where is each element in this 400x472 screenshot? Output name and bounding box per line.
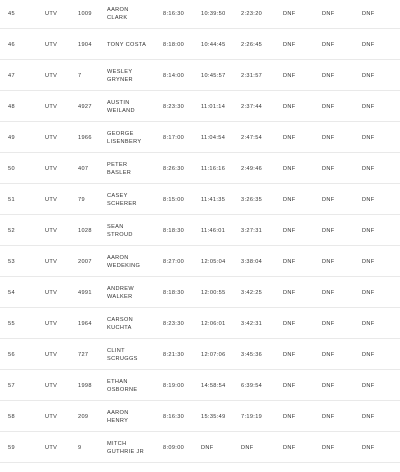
elapsed-time-cell: 2:26:45 <box>241 42 263 48</box>
position-cell: 47 <box>8 73 15 79</box>
class-cell: UTV <box>45 352 58 358</box>
driver-first-name: AUSTIN <box>107 100 130 106</box>
driver-first-name: CASEY <box>107 193 128 199</box>
elapsed-time-cell: 2:49:46 <box>241 166 263 172</box>
lap1-status-cell: DNF <box>283 166 296 172</box>
lap1-status-cell: DNF <box>283 73 296 79</box>
driver-last-name: SCRUGGS <box>107 356 138 362</box>
lap1-status-cell: DNF <box>283 42 296 48</box>
position-cell: 54 <box>8 290 15 296</box>
position-cell: 52 <box>8 228 15 234</box>
finish-time-cell: 11:46:01 <box>201 228 226 234</box>
finish-time-cell: 11:41:35 <box>201 197 226 203</box>
lap2-status-cell: DNF <box>322 104 335 110</box>
position-cell: 56 <box>8 352 15 358</box>
driver-name-cell <box>107 254 140 270</box>
driver-name-cell <box>107 378 137 394</box>
table-row <box>0 370 400 401</box>
position-cell: 55 <box>8 321 15 327</box>
finish-time-cell: 12:00:55 <box>201 290 226 296</box>
elapsed-time-cell: 3:27:31 <box>241 228 263 234</box>
position-cell: 53 <box>8 259 15 265</box>
elapsed-time-cell: 2:23:20 <box>241 11 263 17</box>
finish-time-cell: 12:06:01 <box>201 321 226 327</box>
class-cell: UTV <box>45 166 58 172</box>
lap2-status-cell: DNF <box>322 321 335 327</box>
finish-time-cell: 15:35:49 <box>201 414 226 420</box>
start-time-cell: 8:18:30 <box>163 228 185 234</box>
driver-name-cell <box>107 223 133 239</box>
lap1-status-cell: DNF <box>283 414 296 420</box>
driver-first-name: CARSON <box>107 317 134 323</box>
lap2-status-cell: DNF <box>322 414 335 420</box>
driver-name-cell <box>107 68 133 84</box>
elapsed-time-cell: 2:47:54 <box>241 135 263 141</box>
vehicle-number-cell: 1904 <box>78 42 92 48</box>
lap3-status-cell: DNF <box>362 166 375 172</box>
position-cell: 51 <box>8 197 15 203</box>
driver-last-name: LISENBERY <box>107 139 142 145</box>
finish-time-cell: 11:16:16 <box>201 166 226 172</box>
class-cell: UTV <box>45 445 58 451</box>
vehicle-number-cell: 1028 <box>78 228 92 234</box>
lap3-status-cell: DNF <box>362 42 375 48</box>
driver-last-name: GUTHRIE JR <box>107 449 145 455</box>
lap1-status-cell: DNF <box>283 445 296 451</box>
lap3-status-cell: DNF <box>362 321 375 327</box>
driver-first-name: AARON <box>107 255 129 261</box>
class-cell: UTV <box>45 11 58 17</box>
class-cell: UTV <box>45 135 58 141</box>
class-cell: UTV <box>45 42 58 48</box>
driver-last-name: WALKER <box>107 294 133 300</box>
driver-last-name: CLARK <box>107 15 128 21</box>
table-row <box>0 0 400 29</box>
position-cell: 57 <box>8 383 15 389</box>
driver-first-name: TONY COSTA <box>107 42 147 48</box>
finish-time-cell: 10:44:45 <box>201 42 226 48</box>
start-time-cell: 8:17:00 <box>163 135 185 141</box>
lap2-status-cell: DNF <box>322 11 335 17</box>
lap3-status-cell: DNF <box>362 290 375 296</box>
driver-first-name: MITCH <box>107 441 127 447</box>
driver-first-name: SEAN <box>107 224 124 230</box>
lap2-status-cell: DNF <box>322 352 335 358</box>
finish-time-cell: 10:39:50 <box>201 11 226 17</box>
lap1-status-cell: DNF <box>283 259 296 265</box>
lap3-status-cell: DNF <box>362 135 375 141</box>
lap1-status-cell: DNF <box>283 11 296 17</box>
lap1-status-cell: DNF <box>283 197 296 203</box>
driver-name-cell <box>107 192 137 208</box>
start-time-cell: 8:18:30 <box>163 290 185 296</box>
table-row <box>0 432 400 463</box>
class-cell: UTV <box>45 259 58 265</box>
driver-last-name: SCHERER <box>107 201 137 207</box>
finish-time-cell: 11:01:14 <box>201 104 226 110</box>
table-row <box>0 401 400 432</box>
driver-last-name: KUCHTA <box>107 325 132 331</box>
driver-last-name: OSBORNE <box>107 387 138 393</box>
start-time-cell: 8:15:00 <box>163 197 185 203</box>
vehicle-number-cell: 1964 <box>78 321 92 327</box>
start-time-cell: 8:16:30 <box>163 414 185 420</box>
elapsed-time-cell: 6:39:54 <box>241 383 263 389</box>
lap3-status-cell: DNF <box>362 352 375 358</box>
lap2-status-cell: DNF <box>322 228 335 234</box>
class-cell: UTV <box>45 290 58 296</box>
position-cell: 49 <box>8 135 15 141</box>
lap1-status-cell: DNF <box>283 290 296 296</box>
vehicle-number-cell: 9 <box>78 445 82 451</box>
driver-last-name: GRYNER <box>107 77 133 83</box>
lap1-status-cell: DNF <box>283 321 296 327</box>
vehicle-number-cell: 1998 <box>78 383 92 389</box>
driver-last-name: HENRY <box>107 418 129 424</box>
elapsed-time-cell: 3:38:04 <box>241 259 263 265</box>
lap1-status-cell: DNF <box>283 104 296 110</box>
elapsed-time-cell: 3:42:31 <box>241 321 263 327</box>
driver-name-cell <box>107 130 141 146</box>
driver-last-name: STROUD <box>107 232 133 238</box>
vehicle-number-cell: 2007 <box>78 259 92 265</box>
finish-time-cell: 11:04:54 <box>201 135 226 141</box>
position-cell: 58 <box>8 414 15 420</box>
position-cell: 46 <box>8 42 15 48</box>
table-row <box>0 122 400 153</box>
lap2-status-cell: DNF <box>322 445 335 451</box>
start-time-cell: 8:18:00 <box>163 42 185 48</box>
class-cell: UTV <box>45 383 58 389</box>
table-row <box>0 60 400 91</box>
driver-name-cell <box>107 285 134 301</box>
elapsed-time-cell: 3:42:25 <box>241 290 263 296</box>
lap3-status-cell: DNF <box>362 73 375 79</box>
lap2-status-cell: DNF <box>322 135 335 141</box>
vehicle-number-cell: 407 <box>78 166 89 172</box>
lap1-status-cell: DNF <box>283 383 296 389</box>
class-cell: UTV <box>45 414 58 420</box>
position-cell: 50 <box>8 166 15 172</box>
lap3-status-cell: DNF <box>362 197 375 203</box>
driver-name-cell <box>107 161 131 177</box>
table-row <box>0 308 400 339</box>
lap3-status-cell: DNF <box>362 445 375 451</box>
elapsed-time-cell: 2:37:44 <box>241 104 263 110</box>
finish-time-cell: 10:45:57 <box>201 73 226 79</box>
table-row <box>0 215 400 246</box>
lap2-status-cell: DNF <box>322 290 335 296</box>
lap2-status-cell: DNF <box>322 259 335 265</box>
class-cell: UTV <box>45 197 58 203</box>
start-time-cell: 8:23:30 <box>163 321 185 327</box>
table-row <box>0 29 400 60</box>
start-time-cell: 8:19:00 <box>163 383 185 389</box>
lap3-status-cell: DNF <box>362 228 375 234</box>
vehicle-number-cell: 79 <box>78 197 85 203</box>
class-cell: UTV <box>45 228 58 234</box>
elapsed-time-cell: 7:19:19 <box>241 414 263 420</box>
class-cell: UTV <box>45 104 58 110</box>
driver-first-name: GEORGE <box>107 131 134 137</box>
vehicle-number-cell: 727 <box>78 352 89 358</box>
driver-first-name: ANDREW <box>107 286 134 292</box>
start-time-cell: 8:21:30 <box>163 352 185 358</box>
lap2-status-cell: DNF <box>322 73 335 79</box>
lap1-status-cell: DNF <box>283 352 296 358</box>
vehicle-number-cell: 1966 <box>78 135 92 141</box>
finish-time-cell: 12:07:06 <box>201 352 226 358</box>
position-cell: 59 <box>8 445 15 451</box>
start-time-cell: 8:23:30 <box>163 104 185 110</box>
elapsed-time-cell: 2:31:57 <box>241 73 263 79</box>
driver-name-cell <box>107 409 129 425</box>
start-time-cell: 8:14:00 <box>163 73 185 79</box>
vehicle-number-cell: 209 <box>78 414 89 420</box>
elapsed-time-cell: DNF <box>241 445 254 451</box>
driver-name-cell <box>107 99 135 115</box>
start-time-cell: 8:16:30 <box>163 11 185 17</box>
driver-name-cell <box>107 440 144 456</box>
lap2-status-cell: DNF <box>322 166 335 172</box>
lap3-status-cell: DNF <box>362 414 375 420</box>
start-time-cell: 8:26:30 <box>163 166 185 172</box>
lap1-status-cell: DNF <box>283 135 296 141</box>
vehicle-number-cell: 7 <box>78 73 82 79</box>
elapsed-time-cell: 3:45:36 <box>241 352 263 358</box>
finish-time-cell: 12:05:04 <box>201 259 226 265</box>
driver-name-cell <box>107 316 133 332</box>
vehicle-number-cell: 1009 <box>78 11 92 17</box>
driver-last-name: WEDEKING <box>107 263 141 269</box>
driver-first-name: AARON <box>107 410 129 416</box>
class-cell: UTV <box>45 321 58 327</box>
start-time-cell: 8:09:00 <box>163 445 185 451</box>
class-cell: UTV <box>45 73 58 79</box>
driver-last-name: WEILAND <box>107 108 135 114</box>
lap2-status-cell: DNF <box>322 42 335 48</box>
lap3-status-cell: DNF <box>362 104 375 110</box>
vehicle-number-cell: 4991 <box>78 290 92 296</box>
lap2-status-cell: DNF <box>322 383 335 389</box>
driver-first-name: ETHAN <box>107 379 128 385</box>
vehicle-number-cell: 4927 <box>78 104 92 110</box>
driver-first-name: PETER <box>107 162 128 168</box>
driver-first-name: CLINT <box>107 348 125 354</box>
finish-time-cell: 14:58:54 <box>201 383 226 389</box>
lap2-status-cell: DNF <box>322 197 335 203</box>
table-row <box>0 184 400 215</box>
finish-time-cell: DNF <box>201 445 214 451</box>
driver-first-name: WESLEY <box>107 69 133 75</box>
lap3-status-cell: DNF <box>362 383 375 389</box>
lap3-status-cell: DNF <box>362 259 375 265</box>
table-row <box>0 339 400 370</box>
table-row <box>0 277 400 308</box>
position-cell: 48 <box>8 104 15 110</box>
driver-last-name: BASLER <box>107 170 132 176</box>
driver-name-cell <box>107 347 138 363</box>
table-row <box>0 153 400 184</box>
table-row <box>0 91 400 122</box>
elapsed-time-cell: 3:26:35 <box>241 197 263 203</box>
lap1-status-cell: DNF <box>283 228 296 234</box>
position-cell: 45 <box>8 11 15 17</box>
table-row <box>0 246 400 277</box>
start-time-cell: 8:27:00 <box>163 259 185 265</box>
driver-name-cell <box>107 6 129 22</box>
driver-name-cell <box>107 41 146 49</box>
lap3-status-cell: DNF <box>362 11 375 17</box>
driver-first-name: AARON <box>107 7 129 13</box>
